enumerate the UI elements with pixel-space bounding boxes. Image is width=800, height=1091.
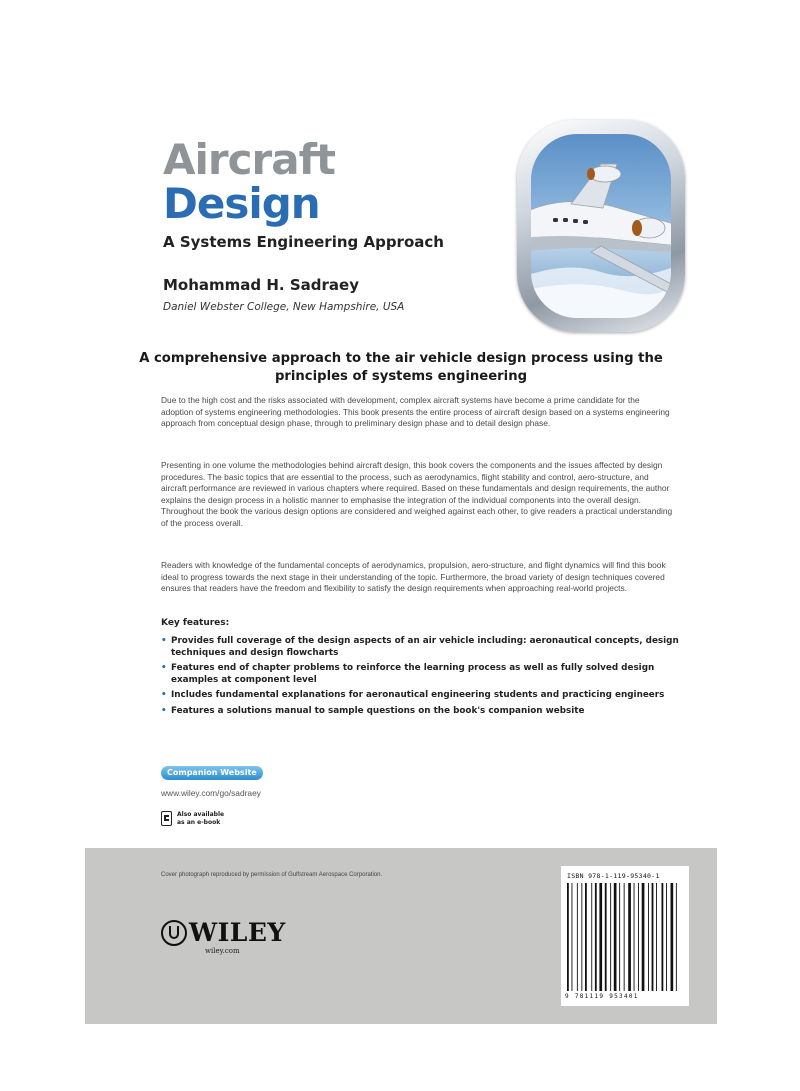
book-subtitle: A Systems Engineering Approach xyxy=(163,233,444,251)
key-feature-item: • Provides full coverage of the design aspects of an air vehicle including: aeronautical concepts, design techniques and design flowcharts xyxy=(161,636,681,659)
publisher-logo xyxy=(161,918,286,947)
airplane-window-image xyxy=(517,120,685,332)
ebook-icon xyxy=(161,811,172,826)
wiley-seal-icon xyxy=(161,920,187,946)
key-feature-item: • Features a solutions manual to sample questions on the book's companion website xyxy=(161,706,681,718)
key-feature-item: • Includes fundamental explanations for aeronautical engineering students and practicing engineers xyxy=(161,690,681,702)
blurb-headline: A comprehensive approach to the air vehicle design process using the principles of systems engineering xyxy=(139,351,663,384)
jet-illustration xyxy=(531,134,671,318)
book-title-line1: Aircraft xyxy=(163,135,335,184)
author-affiliation: Daniel Webster College, New Hampshire, USA xyxy=(163,301,405,313)
blurb-paragraph-1: Due to the high cost and the risks associated with development, complex aircraft systems have become a prime candidate for the adoption of systems engineering methodologies. This book presents the entire process of aircraft design based on a systems engineering approach from conceptual design phase, through to preliminary design phase and to detail design phase. xyxy=(161,395,670,429)
key-feature-item: • Features end of chapter problems to reinforce the learning process as well as fully solved design examples at component level xyxy=(161,663,681,686)
key-features-list xyxy=(161,636,681,721)
blurb-paragraph-3: Readers with knowledge of the fundamental concepts of aerodynamics, propulsion, aero-structure, and flight dynamics will find this book ideal to progress towards the next stage in their understanding of the topic. Furthermore, the broad variety of design techniques covered ensures that readers have the freedom and flexibility to satisfy the design requirements when approaching real-world projects. xyxy=(161,560,666,594)
isbn-digits: 9 781119 953401 xyxy=(565,993,639,1000)
barcode-bars xyxy=(565,883,685,991)
key-features-heading: Key features: xyxy=(161,618,230,628)
ebook-notice-line1: Also available xyxy=(177,811,225,818)
ebook-notice xyxy=(177,811,237,826)
isbn-barcode xyxy=(561,866,689,1006)
isbn-number: ISBN 978-1-119-95340-1 xyxy=(567,872,660,880)
photo-credit: Cover photograph reproduced by permission of Gulfstream Aerospace Corporation. xyxy=(161,872,383,878)
book-back-cover xyxy=(85,88,717,1024)
companion-website-url[interactable]: www.wiley.com/go/sadraey xyxy=(161,788,261,798)
footer-band xyxy=(85,848,717,1024)
publisher-name: WILEY xyxy=(189,918,286,947)
book-title-line2: Design xyxy=(163,179,320,228)
author-name: Mohammad H. Sadraey xyxy=(163,276,359,294)
blurb-paragraph-2: Presenting in one volume the methodologies behind aircraft design, this book covers the components and the issues affected by design procedures. The basic topics that are essential to the process, such as aerodynamics, flight stability and control, aero-structure, and aircraft performance are reviewed in various chapters where required. Based on these fundamentals and design requirements, the author explains the design process in a holistic manner to emphasise the integration of the individual components into the overall design. Throughout the book the various design options are considered and weighed against each other, to give readers a practical understanding of the process overall. xyxy=(161,460,673,528)
ebook-notice-line2: as an e-book xyxy=(177,818,221,826)
companion-website-badge[interactable]: Companion Website xyxy=(161,766,263,780)
publisher-url: wiley.com xyxy=(205,947,240,955)
window-glass xyxy=(531,134,671,318)
